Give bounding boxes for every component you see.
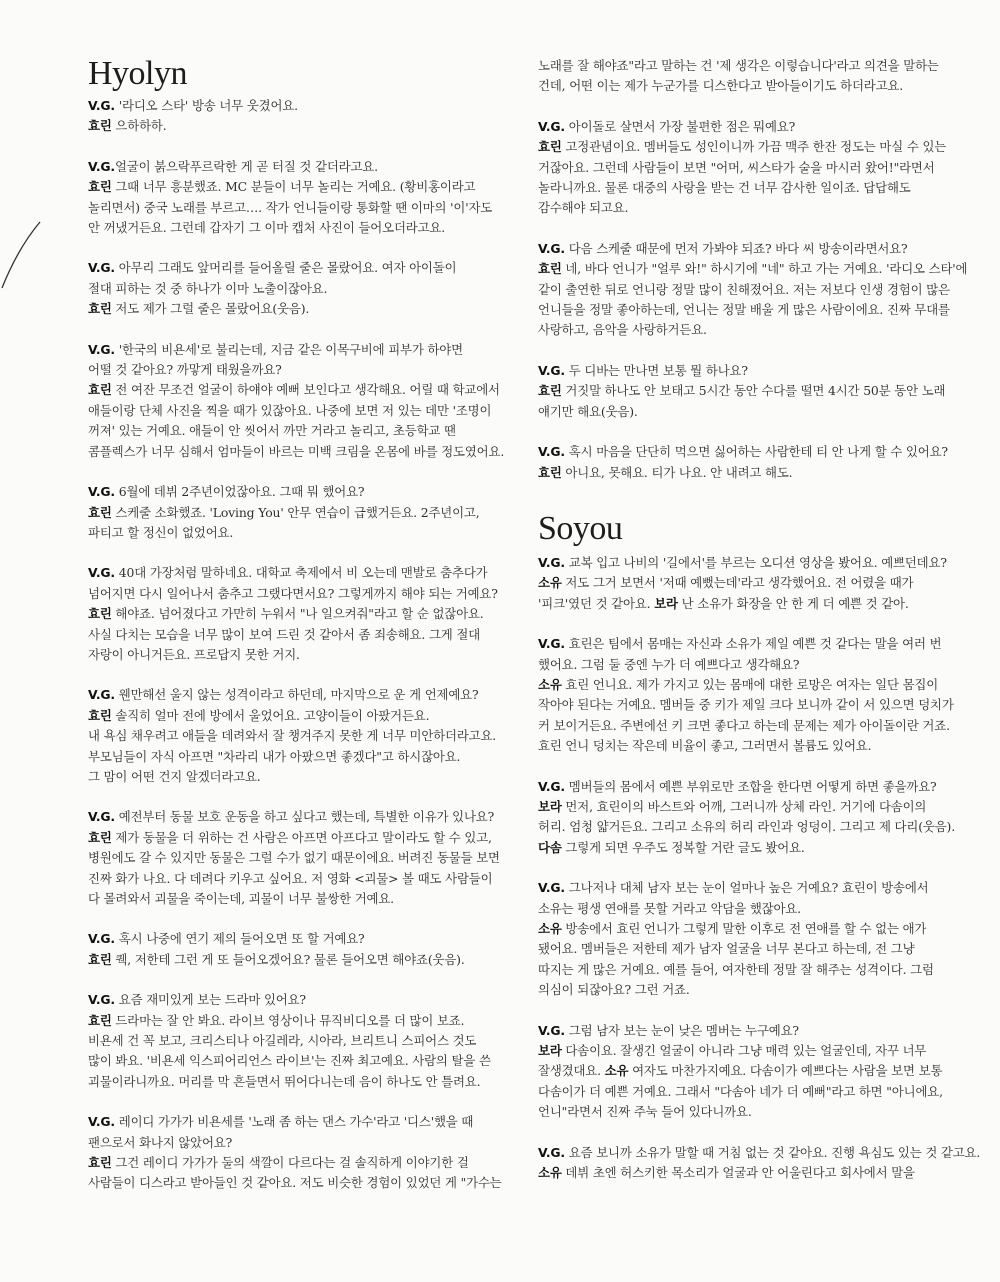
text-line xyxy=(538,300,970,320)
text-line xyxy=(538,198,970,218)
text-line xyxy=(538,838,970,858)
text-line xyxy=(88,380,520,400)
dialogue-text: 자랑이 아니거든요. 프로답지 못한 거지. xyxy=(88,646,300,662)
qa-block xyxy=(538,878,970,1000)
text-line xyxy=(88,747,520,767)
speaker-label: V.G. xyxy=(88,1114,115,1130)
dialogue-text: 건데, 어떤 이는 제가 누군가를 디스한다고 받아들이기도 하더라고요. xyxy=(538,78,904,94)
dialogue-text: 됐어요. 멤버들은 저한테 제가 남자 얼굴을 너무 본다고 하는데, 전 그냥 xyxy=(538,941,915,957)
text-line xyxy=(538,594,970,614)
speaker-label: 다솜 xyxy=(538,839,562,855)
speaker-label: V.G. xyxy=(538,444,565,460)
speaker-label: V.G. xyxy=(538,240,565,256)
section-heading-hyolyn: Hyolyn xyxy=(88,55,187,92)
speaker-label: V.G. xyxy=(538,554,565,570)
dialogue-text: 6월에 데뷔 2주년이었잖아요. 그때 뭐 했어요? xyxy=(114,484,365,500)
speaker-label: 효린 xyxy=(538,261,562,277)
text-line xyxy=(538,239,970,259)
dialogue-text: 요즘 재미있게 보는 드라마 있어요? xyxy=(114,992,306,1008)
text-line xyxy=(538,1102,970,1122)
text-line xyxy=(88,360,520,380)
text-line xyxy=(88,1133,520,1153)
dialogue-text: 그 맘이 어떤 건지 알겠더라고요. xyxy=(88,768,261,784)
speaker-label: 효린 xyxy=(88,382,112,398)
speaker-label: V.G. xyxy=(88,341,115,357)
speaker-label: 보라 xyxy=(654,595,678,611)
dialogue-text: 효린 언니요. 제가 가지고 있는 몸매에 대한 로망은 여자는 일단 몸집이 xyxy=(561,676,939,692)
dialogue-text: '피크'였던 것 같아요. xyxy=(538,595,655,611)
text-line xyxy=(88,421,520,441)
text-line xyxy=(538,320,970,340)
dialogue-text: 스케줄 소화했죠. 'Loving You' 안무 연습이 급했거든요. 2주년이고, xyxy=(111,504,480,520)
text-line xyxy=(88,218,520,238)
speaker-label: V.G. xyxy=(538,1144,565,1160)
text-line xyxy=(88,685,520,705)
text-line xyxy=(538,695,970,715)
text-line xyxy=(538,76,970,96)
dialogue-text: 네, 바다 언니가 "얼루 와!" 하시기에 "네" 하고 가는 거예요. '라디오 스타'에 xyxy=(561,261,968,277)
text-line xyxy=(88,767,520,787)
speaker-label: V.G. xyxy=(88,992,115,1008)
dialogue-text: 노래를 잘 해야죠"라고 말하는 건 '제 생각은 이렇습니다'라고 의견을 말하는 xyxy=(538,58,939,73)
dialogue-text: 허리. 엄청 얇거든요. 그리고 소유의 허리 라인과 엉덩이. 그리고 제 다리(웃음). xyxy=(538,819,955,835)
dialogue-text: 아무리 그래도 앞머리를 들어올릴 줄은 몰랐어요. 여자 아이돌이 xyxy=(114,260,457,276)
qa-block xyxy=(538,634,970,756)
text-line xyxy=(538,463,970,483)
qa-block xyxy=(538,1021,970,1123)
decorative-curve-stroke xyxy=(0,218,60,298)
dialogue-text: 많이 봐요. '비욘세 익스피어리언스 라이브'는 진짜 최고예요. 사람의 탈을 쓴 xyxy=(88,1053,491,1069)
text-line xyxy=(538,1082,970,1102)
left-column xyxy=(88,0,520,1214)
dialogue-text: 절대 피하는 것 중 하나가 이마 노출이잖아요. xyxy=(88,280,328,296)
speaker-label: 소유 xyxy=(538,921,562,936)
dialogue-text: 얘기만 해요(웃음). xyxy=(538,403,638,419)
text-line xyxy=(538,402,970,422)
qa-block xyxy=(88,340,520,462)
dialogue-text: 언니"라면서 진짜 주눅 들어 있다니까요. xyxy=(538,1104,752,1120)
text-line xyxy=(88,625,520,645)
dialogue-text: 혹시 나중에 연기 제의 들어오면 또 할 거예요? xyxy=(114,931,365,947)
text-line xyxy=(88,604,520,624)
dialogue-text: 병원에도 갈 수 있지만 동물은 그럴 수가 없기 때문이에요. 버려진 동물들 보면 xyxy=(88,850,500,866)
speaker-label: 효린 xyxy=(88,829,112,845)
dialogue-text: 놀라니까요. 물론 대중의 사랑을 받는 건 너무 감사한 일이죠. 답답해도 xyxy=(538,180,911,196)
speaker-label: V.G. xyxy=(538,778,565,794)
speaker-label: 효린 xyxy=(88,707,112,723)
speaker-label: 효린 xyxy=(538,464,562,480)
dialogue-text: 진짜 화가 나요. 다 데려다 키우고 싶어요. 저 영화 <괴물> 볼 때도 사람들이 xyxy=(88,870,493,886)
text-line xyxy=(538,381,970,401)
text-line xyxy=(538,736,970,756)
speaker-label: V.G. xyxy=(88,484,115,500)
text-line xyxy=(88,645,520,665)
text-line xyxy=(88,198,520,218)
dialogue-text: 레이디 가가가 비욘세를 '노래 좀 하는 댄스 가수'라고 '디스'했을 때 xyxy=(114,1114,474,1130)
hyolyn-interview-continued xyxy=(538,56,970,483)
dialogue-text: 팬으로서 화나지 않았어요? xyxy=(88,1134,233,1150)
dialogue-text: 사람들이 디스라고 받아들인 것 같아요. 저도 비슷한 경험이 있었던 게 "가수는 xyxy=(88,1175,502,1191)
text-line xyxy=(88,889,520,909)
text-line xyxy=(538,899,970,919)
text-line xyxy=(88,279,520,299)
text-line xyxy=(88,848,520,868)
text-line xyxy=(88,869,520,889)
dialogue-text: 소유는 평생 연애를 못할 거라고 악담을 했잖아요. xyxy=(538,900,801,916)
dialogue-text: 사실 다치는 모습을 너무 많이 보여 드린 것 같아서 좀 죄송해요. 그게 절대 xyxy=(88,626,481,642)
dialogue-text: 거짓말 하나도 안 보태고 5시간 동안 수다를 떨면 4시간 50분 동안 노래 xyxy=(561,383,946,399)
text-line xyxy=(538,716,970,736)
text-line xyxy=(88,340,520,360)
text-line xyxy=(538,960,970,980)
qa-block xyxy=(538,117,970,219)
text-line xyxy=(88,563,520,583)
dialogue-text: 다 몰려와서 괴물을 죽이는데, 괴물이 너무 불쌍한 거예요. xyxy=(88,891,394,906)
dialogue-text: 부모님들이 자식 아프면 "차라리 내가 아팠으면 좋겠다"고 하시잖아요. xyxy=(88,748,461,764)
text-line xyxy=(88,258,520,278)
text-line xyxy=(538,259,970,279)
dialogue-text: 다솜이요. 잘생긴 얼굴이 아니라 그냥 매력 있는 얼굴인데, 자꾸 너무 xyxy=(561,1043,927,1059)
dialogue-text: 아이돌로 살면서 가장 불편한 점은 뭐예요? xyxy=(564,118,796,134)
dialogue-text: 그건 레이디 가가가 둘의 색깔이 다르다는 걸 솔직하게 이야기한 걸 xyxy=(111,1155,469,1171)
dialogue-text: 언니들을 정말 좋아하는데, 언니는 정말 배울 게 많은 사람이에요. 진짜 무대를 xyxy=(538,302,950,318)
speaker-label: V.G. xyxy=(538,1022,565,1038)
text-line xyxy=(538,1163,970,1183)
text-line xyxy=(88,929,520,949)
speaker-label: 효린 xyxy=(88,179,112,195)
dialogue-text: 그때 너무 흥분했죠. MC 분들이 너무 놀리는 거예요. (황비홍이라고 xyxy=(111,179,476,195)
dialogue-text: '라디오 스타' 방송 너무 웃겼어요. xyxy=(114,98,298,113)
text-line xyxy=(538,442,970,462)
speaker-label: V.G. xyxy=(538,362,565,378)
text-line xyxy=(538,878,970,898)
qa-block xyxy=(538,361,970,422)
text-line xyxy=(538,158,970,178)
text-line xyxy=(88,828,520,848)
text-line xyxy=(538,117,970,137)
dialogue-text: 드라마는 잘 안 봐요. 라이브 영상이나 뮤직비디오를 더 많이 보죠. xyxy=(111,1012,465,1028)
dialogue-text: 효린은 팀에서 몸매는 자신과 소유가 제일 예쁜 것 같다는 말을 여러 번 xyxy=(564,636,942,652)
dialogue-text: 웬만해선 울지 않는 성격이라고 하던데, 마지막으로 운 게 언제예요? xyxy=(114,687,479,703)
text-line xyxy=(88,1112,520,1132)
dialogue-text: 교복 입고 나비의 '길에서'를 부르는 오디션 영상을 봤어요. 예쁘던데요? xyxy=(564,554,947,570)
dialogue-text: 아니요, 못해요. 티가 나요. 안 내려고 해도. xyxy=(561,464,793,480)
text-line xyxy=(538,1021,970,1041)
dialogue-text: 저도 그거 보면서 '저때 예뻤는데'라고 생각했어요. 전 어렸을 때가 xyxy=(561,575,914,591)
speaker-label: 소유 xyxy=(604,1063,629,1079)
qa-block xyxy=(88,685,520,787)
text-line xyxy=(538,361,970,381)
dialogue-text: '한국의 비욘세'로 불리는데, 지금 같은 이목구비에 피부가 하야면 xyxy=(114,341,463,357)
speaker-label: V.G. xyxy=(88,158,115,174)
text-line xyxy=(538,553,970,573)
text-line xyxy=(538,137,970,157)
speaker-label: V.G. xyxy=(538,636,565,652)
speaker-label: 소유 xyxy=(538,1165,562,1181)
qa-block xyxy=(538,553,970,614)
dialogue-text: 효린 언니 덩치는 작은데 비율이 좋고, 그러면서 볼륨도 있어요. xyxy=(538,738,872,754)
qa-block xyxy=(538,777,970,859)
dialogue-text: 얼굴이 붉으락푸르락한 게 곧 터질 것 같더라고요. xyxy=(114,158,378,174)
dialogue-text: 저도 제가 그럴 줄은 몰랐어요(웃음). xyxy=(111,301,310,317)
dialogue-text: 했어요. 그럼 둘 중엔 누가 더 예쁘다고 생각해요? xyxy=(538,656,800,672)
dialogue-text: 의심이 되잖아요? 그런 거죠. xyxy=(538,982,690,998)
dialogue-text: 멤버들의 몸에서 예쁜 부위로만 조합을 한다면 어떻게 하면 좋을까요? xyxy=(564,778,937,794)
dialogue-text: 두 디바는 만나면 보통 뭘 하나요? xyxy=(564,362,748,378)
dialogue-text: 그럼 남자 보는 눈이 낮은 멤버는 누구예요? xyxy=(564,1022,799,1038)
text-line xyxy=(88,1072,520,1092)
text-line xyxy=(88,1173,520,1193)
qa-block xyxy=(88,482,520,543)
speaker-label: 효린 xyxy=(88,606,112,622)
dialogue-text: 솔직히 얼마 전에 방에서 울었어요. 고양이들이 아팠거든요. xyxy=(111,707,430,723)
text-line xyxy=(538,1143,981,1163)
text-line xyxy=(538,817,970,837)
speaker-label: 효린 xyxy=(88,301,112,317)
text-line xyxy=(88,503,520,523)
text-line xyxy=(538,655,970,675)
dialogue-text: 사랑하고, 음악을 사랑하거든요. xyxy=(538,322,707,338)
dialogue-text: 파티고 할 정신이 없었어요. xyxy=(88,524,234,540)
soyou-interview xyxy=(538,553,981,1184)
text-line xyxy=(538,980,970,1000)
speaker-label: V.G. xyxy=(88,98,115,113)
speaker-label: V.G. xyxy=(538,880,565,896)
dialogue-text: 데뷔 초엔 허스키한 목소리가 얼굴과 안 어울린다고 회사에서 말을 xyxy=(561,1165,915,1181)
speaker-label: 효린 xyxy=(88,951,112,967)
speaker-label: V.G. xyxy=(88,931,115,947)
speaker-label: 소유 xyxy=(538,676,562,692)
text-line xyxy=(88,990,520,1010)
dialogue-text: 커 보이거든요. 주변에선 키 크면 좋다고 하는데 문제는 제가 아이돌이란 거죠. xyxy=(538,717,950,733)
text-line xyxy=(88,1011,520,1031)
dialogue-text: 다솜이가 더 예쁜 거예요. 그래서 "다솜아 네가 더 예뻐"라고 하면 "아니에요, xyxy=(538,1083,943,1099)
speaker-label: 보라 xyxy=(538,798,562,814)
qa-block xyxy=(88,258,520,319)
qa-block xyxy=(88,807,520,909)
qa-block xyxy=(88,929,520,970)
speaker-label: V.G. xyxy=(538,118,565,134)
dialogue-text: 방송에서 효린 언니가 그렇게 말한 이후로 전 연애를 할 수 없는 애가 xyxy=(561,921,927,936)
qa-block xyxy=(538,442,970,483)
dialogue-text: 퀙, 저한테 그런 게 또 들어오겠어요? 물론 들어오면 해야죠(웃음). xyxy=(111,951,465,967)
dialogue-text: 고정관념이요. 멤버들도 성인이니까 가끔 맥주 한잔 정도는 마실 수 있는 xyxy=(561,139,947,155)
text-line xyxy=(88,96,520,116)
dialogue-text: 40대 가장처럼 말하네요. 대학교 축제에서 비 오는데 맨발로 춤추다가 xyxy=(114,565,488,581)
speaker-label: 효린 xyxy=(88,504,112,520)
speaker-label: 보라 xyxy=(538,1043,562,1059)
dialogue-text: 내 욕심 채우려고 애들을 데려와서 잘 챙겨주지 못한 게 너무 미안하더라고요. xyxy=(88,728,497,744)
hyolyn-interview xyxy=(88,96,520,1194)
dialogue-text: 잘생겼대요. xyxy=(538,1063,605,1079)
text-line xyxy=(538,919,970,939)
dialogue-text: 비욘세 건 꼭 보고, 크리스티나 아길레라, 시아라, 브리트니 스피어스 것도 xyxy=(88,1033,477,1049)
qa-block xyxy=(538,1143,981,1184)
text-line xyxy=(538,1041,970,1061)
dialogue-text: 넘어지면 다시 일어나서 춤추고 그랬다면서요? 그렇게까지 해야 되는 거예요? xyxy=(88,585,498,601)
dialogue-text: 같이 출연한 뒤로 언니랑 정말 많이 친해졌어요. 저는 저보다 인생 경험이 많은 xyxy=(538,281,950,297)
speaker-label: V.G. xyxy=(88,809,115,825)
dialogue-text: 작아야 된다는 거예요. 멤버들 중 키가 제일 크다 보니까 같이 서 있으면 덩치가 xyxy=(538,697,954,713)
text-line xyxy=(88,116,520,136)
text-line xyxy=(88,726,520,746)
dialogue-text: 어떨 것 같아요? 까맣게 태웠을까요? xyxy=(88,362,282,378)
text-line xyxy=(88,950,520,970)
dialogue-text: 그렇게 되면 우주도 정복할 거란 글도 봤어요. xyxy=(561,839,805,855)
dialogue-text: 전 여잔 무조건 얼굴이 하얘야 예뻐 보인다고 생각해요. 어릴 때 학교에서 xyxy=(111,382,500,398)
text-line xyxy=(88,1031,520,1051)
qa-block xyxy=(88,96,520,137)
dialogue-text: 감수해야 되고요. xyxy=(538,200,629,216)
text-line xyxy=(88,482,520,502)
text-line xyxy=(538,634,970,654)
dialogue-text: 혹시 마음을 단단히 먹으면 싫어하는 사람한테 티 안 나게 할 수 있어요? xyxy=(564,444,948,460)
qa-block xyxy=(88,157,520,239)
dialogue-text: 다음 스케줄 때문에 먼저 가봐야 되죠? 바다 씨 방송이라면서요? xyxy=(564,240,908,256)
text-line xyxy=(88,299,520,319)
dialogue-text: 따지는 게 많은 거예요. 예를 들어, 여자한테 정말 잘 해주는 성격이다. 그럼 xyxy=(538,961,934,977)
text-line xyxy=(538,777,970,797)
text-line xyxy=(538,573,970,593)
speaker-label: V.G. xyxy=(88,565,115,581)
dialogue-text: 먼저, 효린이의 바스트와 어깨, 그러니까 상체 라인. 거기에 다솜이의 xyxy=(561,798,927,814)
qa-block xyxy=(538,56,970,97)
text-line xyxy=(538,178,970,198)
dialogue-text: 그나저나 대체 남자 보는 눈이 얼마나 높은 거예요? 효린이 방송에서 xyxy=(564,880,929,896)
speaker-label: 소유 xyxy=(538,575,562,591)
dialogue-text: 괴물이라니까요. 머리를 막 흔들면서 뛰어다니는데 음이 하나도 안 틀려요. xyxy=(88,1073,481,1089)
dialogue-text: 거잖아요. 그런데 사람들이 보면 "어머, 씨스타가 술을 마시러 왔어!"라면서 xyxy=(538,159,935,175)
dialogue-text: 제가 동물을 더 위하는 건 사람은 아프면 아프다고 말이라도 할 수 있고, xyxy=(111,829,492,845)
text-line xyxy=(538,939,970,959)
qa-block xyxy=(538,239,970,341)
text-line xyxy=(88,1051,520,1071)
text-line xyxy=(88,401,520,421)
dialogue-text: 예전부터 동물 보호 운동을 하고 싶다고 했는데, 특별한 이유가 있나요? xyxy=(114,809,495,825)
text-line xyxy=(88,523,520,543)
text-line xyxy=(538,675,970,695)
text-line xyxy=(88,807,520,827)
dialogue-text: 애들이랑 단체 사진을 찍을 때가 있잖아요. 나중에 보면 저 있는 데만 '조명이 xyxy=(88,402,492,418)
speaker-label: 효린 xyxy=(538,383,562,399)
text-line xyxy=(88,442,520,462)
text-line xyxy=(88,584,520,604)
speaker-label: 효린 xyxy=(88,1012,112,1028)
speaker-label: 효린 xyxy=(88,118,112,134)
section-heading-soyou: Soyou xyxy=(538,509,623,547)
dialogue-text: 콤플렉스가 너무 심해서 엄마들이 바르는 미백 크림을 온몸에 바를 정도였어요. xyxy=(88,443,505,459)
dialogue-text: 놀리면서) 중국 노래를 부르고…. 작가 언니들이랑 통화할 땐 이마의 '이'자도 xyxy=(88,199,493,215)
speaker-label: 효린 xyxy=(88,1155,112,1171)
text-line xyxy=(88,706,520,726)
text-line xyxy=(88,157,520,177)
speaker-label: V.G. xyxy=(88,687,115,703)
right-column xyxy=(538,0,981,1203)
qa-block xyxy=(88,563,520,665)
text-line xyxy=(538,280,970,300)
dialogue-text: 해야죠. 넘어졌다고 가만히 누워서 "나 일으켜줘"라고 할 순 없잖아요. xyxy=(111,606,484,622)
dialogue-text: 여자도 마찬가지예요. 다솜이가 예쁘다는 사람을 보면 보통 xyxy=(628,1063,943,1079)
speaker-label: 효린 xyxy=(538,139,562,155)
text-line xyxy=(88,1153,520,1173)
text-line xyxy=(538,1061,970,1081)
dialogue-text: 으하하하. xyxy=(111,118,167,134)
text-line xyxy=(538,797,970,817)
dialogue-text: 요즘 보니까 소유가 말할 때 거침 없는 것 같아요. 진행 욕심도 있는 것 같고요. xyxy=(564,1144,981,1160)
qa-block xyxy=(88,990,520,1092)
text-line xyxy=(88,177,520,197)
speaker-label: V.G. xyxy=(88,260,115,276)
dialogue-text: 안 꺼냈거든요. 그런데 갑자기 그 이마 캡처 사진이 들어오더라고요. xyxy=(88,220,446,236)
text-line xyxy=(538,56,970,76)
dialogue-text: 꺼져' 있는 거예요. 애들이 안 씻어서 까만 거라고 놀리고, 초등학교 땐 xyxy=(88,423,456,439)
qa-block xyxy=(88,1112,520,1194)
dialogue-text: 난 소유가 화장을 안 한 게 더 예쁜 것 같아. xyxy=(677,595,909,611)
